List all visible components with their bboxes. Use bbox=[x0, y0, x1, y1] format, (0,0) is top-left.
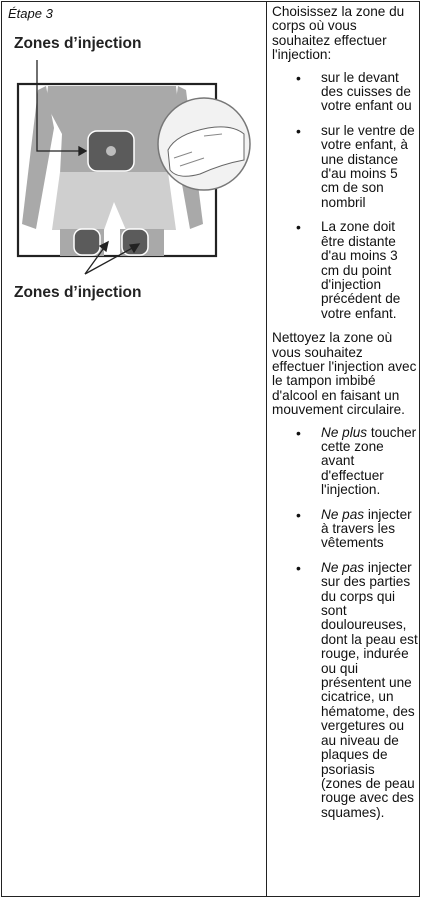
list-item: • sur le ventre de votre enfant, à une distance d'au moins 5 cm de son nombril bbox=[272, 124, 418, 210]
warning-list bbox=[272, 426, 418, 821]
figure-label-bottom: Zones d’injection bbox=[14, 284, 142, 301]
list-item bbox=[272, 561, 418, 820]
choose-zone-paragraph: Choisissez la zone du corps où vous souhaitez effectuer l'injection: bbox=[272, 4, 405, 63]
left-thigh-injection-zone bbox=[74, 229, 100, 255]
injection-zones-figure bbox=[8, 24, 260, 314]
emphasis-text: Ne pas bbox=[321, 559, 365, 575]
emphasis-text: Ne plus bbox=[321, 424, 368, 440]
zone-list bbox=[272, 71, 418, 322]
list-item: • sur le devant des cuisses de votre enfant ou bbox=[272, 71, 418, 114]
clean-zone-paragraph: Nettoyez la zone où vous souhaitez effectuer l'injection avec le tampon imbibé d'alcool en faisant un mouvement circulaire. bbox=[272, 330, 417, 418]
instruction-table bbox=[1, 1, 420, 897]
list-item: • La zone doit être distante d'au moins 3 cm du point d'injection précédent de votre enfant. bbox=[272, 220, 418, 321]
list-item bbox=[272, 426, 418, 498]
warning-text: injecter à travers les vêtements bbox=[321, 506, 412, 551]
warning-text: toucher cette zone avant d'effectuer l'injection. bbox=[321, 424, 417, 498]
emphasis-text: Ne pas bbox=[321, 506, 365, 522]
warning-text: injecter sur des parties du corps qui sont douloureuses, dont la peau est rouge, indurée ou qui présentent une cicatrice, un hématome, des vergetures ou au niveau de plaques de psoriasis (zones de peau rouge avec des squames). bbox=[321, 559, 418, 820]
column-divider bbox=[266, 2, 267, 896]
figure-label-top: Zones d’injection bbox=[14, 35, 142, 52]
step-label: Étape 3 bbox=[8, 6, 53, 21]
body-illustration bbox=[18, 84, 250, 256]
instructions-column bbox=[272, 5, 418, 830]
list-item bbox=[272, 508, 418, 551]
navel-marker bbox=[106, 146, 116, 156]
